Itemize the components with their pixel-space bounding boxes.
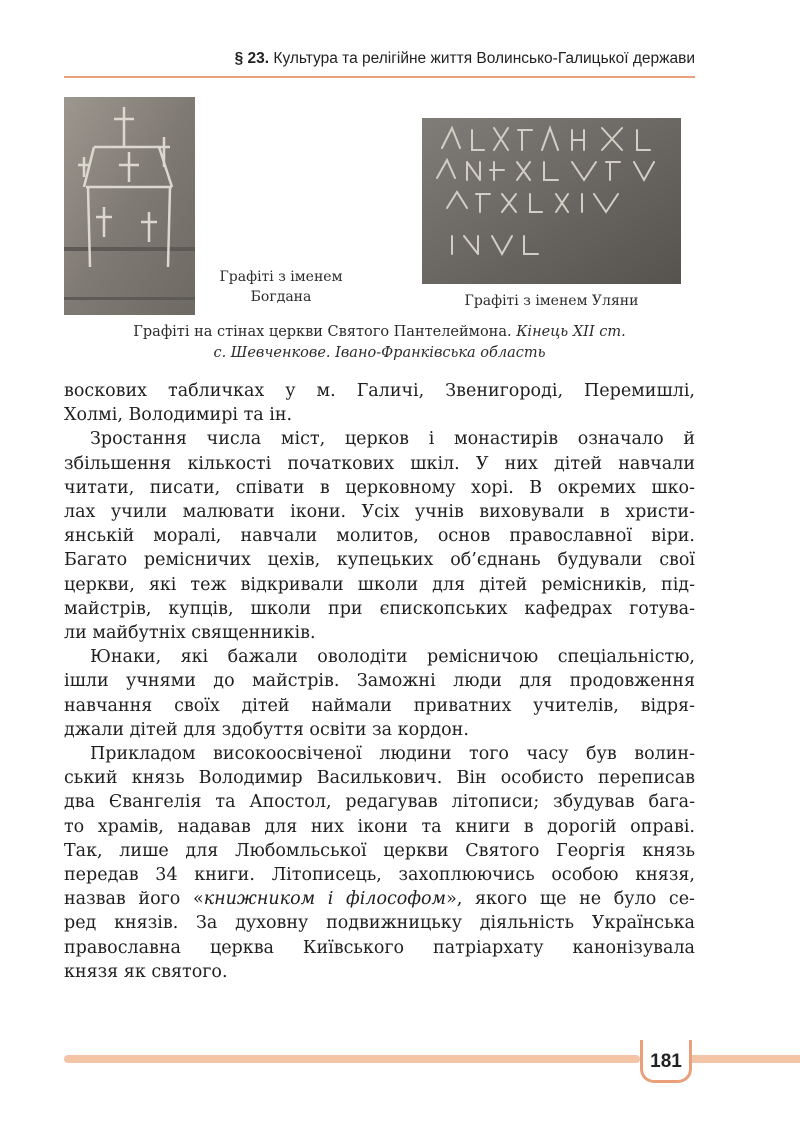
quote-close: », якого ще не було се- bbox=[446, 889, 695, 910]
figure-caption-line-2 bbox=[64, 343, 695, 364]
body-line: церкви, які теж відкривали школи для дітей ремісників, під- bbox=[64, 574, 695, 595]
body-line: то храмів, надавав для них ікони та книги в дорогій оправі. bbox=[64, 816, 695, 837]
body-text bbox=[64, 379, 695, 984]
bohdan-caption-line-1: Графіті з іменем bbox=[219, 269, 343, 285]
section-title: Культура та релігійне життя Волинсько-Галицької держави bbox=[273, 50, 695, 67]
caption-location: с. Шевченкове. Івано-Франківська область bbox=[213, 345, 546, 361]
quote-open: назвав його « bbox=[64, 889, 204, 910]
page-number: 181 bbox=[640, 1040, 692, 1083]
caption-date: Кінець XII ст. bbox=[516, 324, 626, 340]
bohdan-caption-line-2: Богдана bbox=[250, 289, 312, 305]
footer-divider-left bbox=[64, 1055, 640, 1063]
body-line bbox=[64, 887, 695, 911]
uliana-graffiti-caption: Графіті з іменем Уляни bbox=[464, 293, 639, 309]
body-line: янській моралі, навчали молитов, основ православної віри. bbox=[64, 526, 695, 547]
body-line: читати, писати, співати в церковному хорі. В окремих шко- bbox=[64, 477, 695, 498]
body-line: джали дітей для здобуття освіти за кордон. bbox=[64, 719, 469, 740]
running-header bbox=[64, 50, 695, 68]
body-line: православна церква Київського патріархату канонізувала bbox=[64, 937, 695, 958]
body-line: Юнаки, які бажали оволодіти ремісничою спеціальністю, bbox=[90, 647, 695, 668]
caption-church: Графіті на стінах церкви Святого Пантелеймона. bbox=[133, 324, 517, 340]
body-line: майстрів, купців, школи при єпископських кафедрах готува- bbox=[64, 598, 695, 619]
body-line: передав 34 книги. Літописець, захоплюючись особою князя, bbox=[64, 865, 695, 886]
quote-phrase: книжником і філософом bbox=[203, 889, 447, 910]
body-line: Так, лише для Любомльської церкви Святого Георгія князь bbox=[64, 840, 695, 861]
header-divider bbox=[64, 76, 695, 78]
body-line: лах учили малювати ікони. Усіх учнів виховували в христи- bbox=[64, 502, 695, 523]
body-line: князя як святого. bbox=[64, 961, 228, 982]
body-line: Зростання числа міст, церков і монастирів означало й bbox=[90, 429, 695, 450]
body-line: ішли учнями до майстрів. Заможні люди для продовження bbox=[64, 671, 695, 692]
footer-divider-right bbox=[680, 1055, 800, 1063]
body-line: ли майбутніх священників. bbox=[64, 623, 316, 644]
body-line: збільшення кількості початкових шкіл. У них дітей навчали bbox=[64, 453, 695, 474]
bohdan-graffiti-caption bbox=[201, 267, 361, 307]
section-number: § 23. bbox=[234, 50, 270, 67]
body-line: два Євангелія та Апостол, редагував літописи; збудував бага- bbox=[64, 792, 695, 813]
body-line: Багато ремісничих цехів, купецьких об’єднань будували свої bbox=[64, 550, 695, 571]
body-line: Холмі, Володимирі та ін. bbox=[64, 405, 293, 426]
body-line: ський князь Володимир Василькович. Він особисто переписав bbox=[64, 768, 695, 789]
figure-caption bbox=[64, 322, 695, 364]
body-line: Прикладом високоосвіченої людини того часу був волин- bbox=[90, 744, 695, 765]
body-line: воскових табличках у м. Галичі, Звенигороді, Перемишлі, bbox=[64, 381, 695, 401]
body-line: ред князів. За духовну подвижницьку діяльність Українська bbox=[64, 913, 695, 934]
figure-caption-line-1 bbox=[64, 322, 695, 343]
graffiti-uliana-photo bbox=[422, 118, 681, 284]
graffiti-bohdan-photo bbox=[64, 97, 195, 315]
body-line: навчання своїх дітей наймали приватних учителів, відря- bbox=[64, 695, 695, 716]
